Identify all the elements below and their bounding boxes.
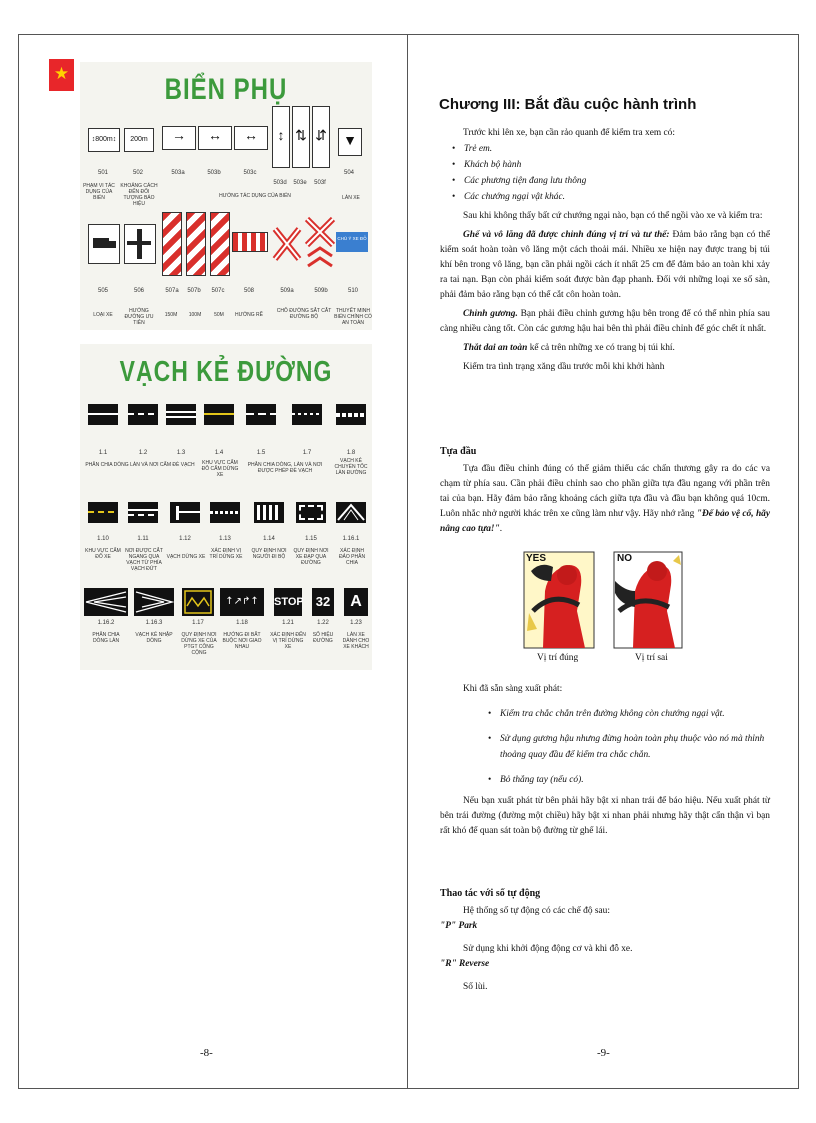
caption-correct: Vị trí đúng: [537, 653, 579, 663]
sign-caption: KHOẢNG CÁCH ĐẾN ĐỐI TƯỢNG BÁO HIỆU: [120, 183, 158, 207]
sign-number: 506: [133, 288, 144, 294]
arrow-left-icon: ↔: [234, 126, 268, 150]
no-label: NO: [617, 553, 632, 564]
sign-number: 503f: [314, 180, 326, 186]
park-text: Sử dụng khi khởi động động cơ và khi đỗ xe.: [463, 944, 633, 954]
auto-heading: Thao tác với số tự động: [440, 888, 541, 899]
mirror-paragraph: [440, 307, 770, 337]
vietnam-flag-icon: ★: [49, 59, 74, 91]
sign-number: 507c: [211, 288, 225, 294]
belt-text: kể cả trên những xe có trang bị túi khí.: [527, 343, 675, 353]
arrow-updown-icon: ⇵: [312, 106, 330, 168]
marking-number: 1.8: [346, 450, 356, 456]
marking-caption: VẠCH KẺ CHUYỂN TỐC LÀN ĐƯỜNG: [334, 458, 368, 476]
marking-caption: VẠCH DỪNG XE: [166, 554, 206, 560]
marking-caption: HƯỚNG ĐI BẮT BUỘC NƠI GIAO NHAU: [222, 632, 262, 650]
intro-section: [440, 126, 770, 375]
arrow-updown-icon: ↕: [272, 106, 290, 168]
auto-intro: Hệ thống số tự động có các chế độ sau:: [463, 906, 610, 916]
check-item: • Trẻ em.: [440, 141, 770, 157]
auto-section: [440, 886, 770, 995]
marking-number: 1.16.3: [145, 620, 163, 626]
truck-icon: [88, 224, 120, 264]
headrest-figure: [523, 551, 683, 663]
mirror-heading: Chỉnh gương.: [463, 309, 518, 319]
panel-title: VẠCH KẺ ĐƯỜNG: [119, 354, 333, 388]
turn-direction-icon: [232, 232, 268, 252]
countdown-50-icon: [210, 212, 230, 276]
headrest-text: Tựa đầu điều chỉnh đúng có thể giảm thiểu các chấn thương gây ra do các va chạm từ phía sau. Cần phải điều chỉnh sao cho phần giữa tựa đầu ngang với phần trên tai của bạn. Hãy đảm bảo rằng khoảng cách giữa tựa đầu và đầu bạn không quá 10cm. Luôn nhắc nhở người khác trên xe cũng làm như vậy. Hãy nhớ rằng: [440, 464, 770, 519]
marking-number: 1.3: [176, 450, 186, 456]
marking-1-22: 32: [312, 588, 334, 616]
marking-number: 1.7: [302, 450, 312, 456]
ready-item: • Kiểm tra chắc chắn trên đường không còn chướng ngại vật.: [476, 706, 770, 722]
headrest-heading: Tựa đầu: [440, 446, 477, 457]
sign-caption: PHẠM VI TÁC DỤNG CỦA BIỂN: [83, 183, 115, 201]
after-check-text: Sau khi không thấy bất cứ chướng ngại nào, bạn có thể ngồi vào xe và kiểm tra:: [463, 211, 763, 221]
sign-caption: 150M: [164, 312, 178, 318]
sign-caption: 100M: [188, 312, 202, 318]
marking-number: 1.10: [97, 536, 109, 542]
marking-1-14: [254, 502, 284, 523]
marking-caption: QUY ĐỊNH NƠI NGƯỜI ĐI BỘ: [251, 548, 287, 560]
marking-number: 1.1: [98, 450, 108, 456]
check-item: • Các chướng ngại vật khác.: [440, 189, 770, 205]
marking-caption: KHU VỰC CẤM ĐỖ XE: [85, 548, 121, 560]
marking-caption: XÁC ĐỊNH ĐẾN VỊ TRÍ DỪNG XE: [270, 632, 306, 650]
marking-caption: XÁC ĐỊNH VỊ TRÍ DỪNG XE: [209, 548, 243, 560]
intro-text: Trước khi lên xe, bạn cần rảo quanh để kiểm tra xem có:: [463, 128, 675, 138]
reverse-label: "R" Reverse: [440, 959, 490, 969]
marking-1-12: [170, 502, 200, 523]
marking-caption: VẠCH KẺ NHẬP DÒNG: [135, 632, 173, 644]
sign-number: 503c: [243, 170, 257, 176]
panel-title: BIỂN PHỤ: [164, 72, 288, 107]
marking-number: 1.23: [350, 620, 362, 626]
sign-number: 504: [343, 170, 354, 176]
marking-number: 1.17: [192, 620, 204, 626]
sign-caption: HƯỚNG TÁC DỤNG CỦA BIỂN: [219, 193, 291, 199]
railway-cross-double-icon: [304, 214, 336, 270]
sign-number: 507a: [165, 288, 179, 294]
marking-1-11: [128, 502, 158, 523]
belt-paragraph: [440, 341, 770, 356]
marking-1-5: [246, 404, 276, 425]
marking-caption: PHÂN CHIA DÒNG LÀN: [92, 632, 120, 644]
marking-1-16-1: [336, 502, 366, 523]
page-number-right: -9-: [597, 1047, 610, 1059]
marking-1-16-2: [84, 588, 128, 616]
marking-caption: QUY ĐỊNH NƠI XE ĐẠP QUA ĐƯỜNG: [293, 548, 329, 566]
ready-list: [440, 706, 770, 788]
seat-text: Đảm bảo rằng bạn có thể kiểm soát hoàn toàn vô lăng một cách thoải mái. Nhiều xe hiện nay được trang bị túi khí bên trong vô lăng, bạn cần phải ngồi cách ít nhất 25 cm để đảm bảo an toàn khi xảy ra tai nạn. Bạn còn phải kiểm soát được bàn đạp phanh. Đối với những loại xe số sàn, phải đảm bảo rằng bạn có thể cắt côn hoàn toàn.: [440, 230, 770, 300]
page-divider: [407, 34, 408, 1089]
sign-caption: LOẠI XE: [93, 312, 113, 318]
marking-caption: XÁC ĐỊNH ĐẢO PHÂN CHIA: [338, 548, 366, 566]
reverse-text: Số lùi.: [463, 982, 488, 992]
marking-number: 1.16.1: [342, 536, 360, 542]
railway-cross-icon: [272, 224, 302, 264]
sign-number: 509a: [280, 288, 294, 294]
yes-label: YES: [526, 553, 547, 564]
marking-caption: PHÂN CHIA DÒNG, LÀN VÀ NƠI ĐƯỢC PHÉP ĐÈ VẠCH: [247, 462, 323, 474]
marking-caption: QUY ĐỊNH NƠI DỪNG XE CỦA PTGT CÔNG CỘNG: [181, 632, 217, 656]
marking-number: 1.4: [214, 450, 224, 456]
sign-number: 503e: [293, 180, 307, 186]
arrow-both-icon: ↔: [198, 126, 232, 150]
marking-number: 1.12: [179, 536, 191, 542]
sign-caption: 50M: [214, 312, 224, 318]
headrest-section: [440, 444, 770, 537]
marking-number: 1.13: [219, 536, 231, 542]
marking-number: 1.21: [282, 620, 294, 626]
marking-number: 1.18: [236, 620, 248, 626]
marking-1-13: [210, 502, 240, 523]
marking-number: 1.15: [305, 536, 317, 542]
priority-road-icon: [124, 224, 156, 264]
marking-1-10: [88, 502, 118, 523]
marking-1-2: [128, 404, 158, 425]
marking-number: 1.16.2: [97, 620, 115, 626]
headrest-quote: "Để bảo vệ cổ, hãy nâng cao tựa!": [440, 509, 771, 534]
marking-number: 1.5: [256, 450, 266, 456]
headrest-illustration: [523, 551, 683, 651]
park-label: "P" Park: [440, 921, 478, 931]
marking-1-1: [88, 404, 118, 425]
marking-1-16-3: [134, 588, 174, 616]
caption-wrong: Vị trí sai: [635, 653, 668, 663]
signal-text: Nếu bạn xuất phát từ bên phải hãy bật xi nhan trái để báo hiệu. Nếu xuất phát từ bên trái đường (đường một chiều) hãy bật xi nhan phải nhưng hãy thật cẩn thận vì bạn rất khó để quan sát toàn bộ đường từ ghế lái.: [440, 796, 770, 836]
ready-text: Khi đã sẵn sàng xuất phát:: [463, 684, 563, 694]
sign-502: 200m: [124, 128, 154, 152]
marking-1-3: [166, 404, 196, 425]
sign-caption: HƯỚNG RẼ: [234, 312, 263, 318]
marking-number: 1.22: [317, 620, 329, 626]
sign-caption: THUYẾT MINH BIỂN CHÍNH CÓ AN TOÀN: [334, 308, 372, 326]
marking-number: 1.11: [137, 536, 149, 542]
chapter-title: Chương III: Bắt đầu cuộc hành trình: [439, 96, 697, 113]
marking-1-7: [292, 404, 322, 425]
info-blue-sign: CHÚ Ý XE ĐỖ: [336, 232, 368, 252]
arrow-updown-icon: ⇅: [292, 106, 310, 168]
countdown-100-icon: [186, 212, 206, 276]
countdown-150-icon: [162, 212, 182, 276]
headrest-end: .: [499, 524, 503, 534]
sign-caption: CHỖ ĐƯỜNG SẮT CẮT ĐƯỜNG BỘ: [276, 308, 332, 320]
marking-caption: LÀN XE DÀNH CHO XE KHÁCH: [342, 632, 370, 650]
sign-number: 503d: [273, 180, 287, 186]
arrow-right-icon: →: [162, 126, 196, 150]
marking-1-4: [204, 404, 234, 425]
seat-heading: Ghế và vô lăng đã được chỉnh đúng vị trí và tư thế:: [463, 230, 670, 240]
headrest-paragraph: [440, 462, 770, 537]
marking-caption: SỐ HIỆU ĐƯỜNG: [312, 632, 334, 644]
start-section: [440, 682, 770, 839]
marking-1-21: STOP: [274, 588, 302, 616]
marking-number: 1.2: [138, 450, 148, 456]
marking-caption: NƠI ĐƯỢC CẮT NGANG QUA VẠCH TỪ PHÍA VẠCH ĐỨT: [125, 548, 163, 572]
ready-item: • Bỏ thắng tay (nếu có).: [476, 772, 770, 788]
marking-1-23: A: [344, 588, 368, 616]
road-markings-panel: [80, 344, 372, 670]
marking-1-17: [182, 588, 214, 616]
check-item: • Khách bộ hành: [440, 157, 770, 173]
marking-1-15: [296, 502, 326, 523]
marking-caption: PHÂN CHIA DÒNG LÀN VÀ NƠI CẤM ĐÈ VẠCH: [85, 462, 195, 468]
seat-paragraph: [440, 228, 770, 303]
sign-number: 509b: [314, 288, 328, 294]
sign-number: 508: [243, 288, 254, 294]
sign-caption: HƯỚNG ĐƯỜNG ƯU TIÊN: [124, 308, 154, 326]
sign-number: 505: [97, 288, 108, 294]
auxiliary-signs-panel: [80, 62, 372, 330]
sign-number: 501: [97, 170, 108, 176]
belt-heading: Thắt dai an toàn: [463, 343, 528, 353]
sign-number: 503a: [171, 170, 185, 176]
marking-1-8: [336, 404, 366, 425]
sign-number: 510: [347, 288, 358, 294]
marking-number: 1.14: [263, 536, 275, 542]
check-item: • Các phương tiện đang lưu thông: [440, 173, 770, 189]
fuel-text: Kiểm tra tình trạng xăng dầu trước mỗi khi khởi hành: [463, 362, 665, 372]
sign-number: 507b: [187, 288, 201, 294]
ready-item: • Sử dụng gương hậu nhưng đừng hoàn toàn phụ thuộc vào nó mà thỉnh thoảng quay đầu để kiểm tra chắc chắn.: [476, 731, 770, 763]
mirror-text: Bạn phải điều chỉnh gương hậu bên trong để có thể nhìn phía sau càng nhiều càng tốt. Còn các gương hậu hai bên thì phải điều chỉnh để góc chết ít nhất.: [440, 309, 770, 334]
page-number-left: -8-: [200, 1047, 213, 1059]
sign-caption: LÀN XE: [342, 195, 360, 201]
arrow-down-icon: ▼: [338, 128, 362, 156]
marking-caption: KHU VỰC CẤM ĐỖ CẤM DỪNG XE: [201, 460, 239, 478]
marking-1-18: ↑↗↱↑: [220, 588, 264, 616]
sign-number: 503b: [207, 170, 221, 176]
sign-501: ↕800m↕: [88, 128, 120, 152]
sign-number: 502: [132, 170, 143, 176]
